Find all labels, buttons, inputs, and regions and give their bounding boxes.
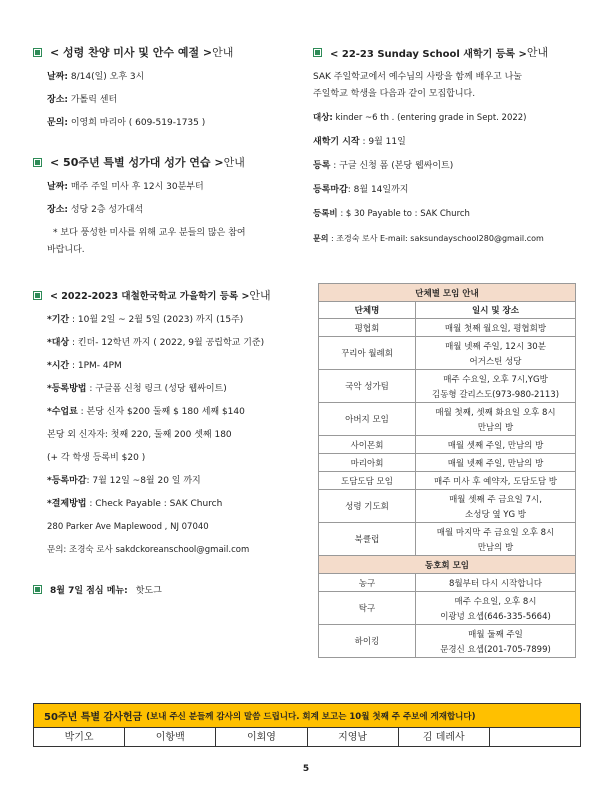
- school-contact: 문의: 조경숙 로사 sakdckoreanschool@gmail.com: [47, 545, 250, 555]
- school-method: *등록방법 : 구글폼 신청 링크 (성당 웹싸이트): [47, 384, 227, 394]
- sunday-school-contact: 문의 : 조경숙 로사 E-mail: saksundayschool280@gmail.com: [313, 234, 544, 243]
- group-schedule-line: 만남의 방: [477, 422, 514, 433]
- group-schedule-line: 8월부터 다시 시작합니다: [449, 578, 542, 589]
- groups-table: [318, 283, 576, 658]
- left-column: [33, 44, 295, 606]
- group-schedule-line: 문경신 요셉(201-705-7899): [440, 644, 551, 655]
- bullet-square-icon: [33, 158, 42, 167]
- table-row: [319, 454, 576, 472]
- table-row: [319, 337, 576, 370]
- lunch-value: 핫도그: [135, 586, 162, 596]
- group-name: 아버지 모임: [319, 403, 416, 436]
- school-fee: *수업료 : 본당 신자 $200 둘째 $ 180 세째 $140: [47, 407, 245, 417]
- clubs-title: 동호회 모임: [319, 556, 576, 574]
- table-row: [319, 490, 576, 523]
- choir-note: * 보다 풍성한 미사를 위해 교우 분들의 많은 참여: [53, 228, 246, 238]
- bullet-square-icon: [33, 585, 42, 594]
- thanks-subtitle: (보내 주신 분들께 감사의 말씀 드립니다. 회계 보고는 10월 첫째 주 주보에 게재합니다): [146, 711, 476, 722]
- school-period: *기간 : 10월 2일 ~ 2월 5일 (2023) 까지 (15주): [47, 315, 244, 325]
- table-row: [319, 472, 576, 490]
- group-name: 도담도담 모임: [319, 472, 416, 490]
- sunday-school-intro-cont: 주일학교 학생을 다음과 같이 모집합니다.: [313, 89, 476, 99]
- group-schedule: [416, 370, 576, 403]
- group-schedule-line: 매주 미사 후 예약자, 도담도담 방: [434, 476, 557, 487]
- group-schedule: [416, 592, 576, 625]
- donor-name: 이항백: [125, 728, 216, 747]
- sunday-school-title: < 22-23 Sunday School 새학기 등록 >: [330, 48, 527, 60]
- thanks-box: [33, 703, 581, 747]
- bullet-square-icon: [33, 291, 42, 300]
- group-name: 꾸리아 월례회: [319, 337, 416, 370]
- group-schedule: [416, 436, 576, 454]
- clubs-title-row: [319, 556, 576, 574]
- group-name: 국악 성가팀: [319, 370, 416, 403]
- group-schedule-line: 매월 첫째, 셋째 화요일 오후 8시: [435, 407, 556, 418]
- table-row: [319, 370, 576, 403]
- group-schedule-line: 만남의 방: [477, 542, 514, 553]
- group-name: 북클럽: [319, 523, 416, 556]
- donor-name: 김 데레사: [399, 728, 490, 747]
- choir-note-cont: 바랍니다.: [47, 245, 85, 255]
- section-mass-heading: [33, 44, 295, 60]
- group-schedule: [416, 454, 576, 472]
- section-lunch-heading: [33, 583, 295, 596]
- school-fee-note: (+ 각 학생 등록비 $20 ): [47, 453, 146, 463]
- sunday-school-start: 새학기 시작 : 9월 11일: [313, 137, 406, 147]
- section-mass-title: < 성령 찬양 미사 및 안수 예절 >: [50, 46, 213, 59]
- group-schedule-line: 매월 넷째 주일, 만남의 방: [447, 458, 544, 469]
- donor-name: 지영남: [308, 728, 399, 747]
- mass-contact: 문의: 이영희 마리아 ( 609-519-1735 ): [47, 118, 206, 128]
- groups-col-info: 일시 및 장소: [416, 302, 576, 319]
- school-time: *시간 : 1PM- 4PM: [47, 361, 122, 371]
- table-row: [319, 592, 576, 625]
- section-choir-title: < 50주년 특별 성가대 성가 연습 >: [50, 156, 224, 169]
- choir-date: 날짜: 매주 주일 미사 후 12시 30분부터: [47, 182, 204, 192]
- groups-col-name: 단체명: [319, 302, 416, 319]
- section-school-heading: [33, 287, 295, 303]
- section-sunday-school-heading: [313, 44, 575, 60]
- table-row: [319, 523, 576, 556]
- donor-empty-cell: [490, 728, 580, 747]
- group-schedule: [416, 472, 576, 490]
- group-schedule: [416, 337, 576, 370]
- donor-name: 박기오: [34, 728, 125, 747]
- page-number: 5: [302, 764, 310, 774]
- bullet-square-icon: [313, 48, 322, 57]
- thanks-title: 50주년 특별 감사헌금: [44, 712, 143, 723]
- group-schedule: [416, 523, 576, 556]
- school-fee-other: 본당 외 신자자: 첫째 220, 둘째 200 셋째 180: [47, 430, 232, 440]
- group-schedule-line: 김동형 갈리스도(973-980-2113): [431, 389, 560, 400]
- bullet-square-icon: [33, 48, 42, 57]
- group-schedule: [416, 490, 576, 523]
- table-row: [319, 319, 576, 337]
- group-schedule-line: 매월 첫째 월요일, 평협회방: [444, 323, 547, 334]
- section-mass-title-suffix: 안내: [212, 46, 234, 59]
- section-school-title-suffix: 안내: [249, 289, 271, 302]
- donor-name: 이회영: [216, 728, 307, 747]
- group-name: 하이킹: [319, 625, 416, 658]
- group-schedule-line: 매주 수요일, 오후 8시: [454, 596, 537, 607]
- mass-date: 날짜: 8/14(일) 오후 3시: [47, 72, 145, 82]
- group-schedule-line: 매주 수요일, 오후 7시,YG방: [443, 374, 548, 385]
- sunday-school-intro: SAK 주일학교에서 예수님의 사랑을 함께 배우고 나눌: [313, 72, 522, 82]
- sunday-school-target: 대상: kinder ~6 th . (entering grade in Sept. 2022): [313, 113, 527, 123]
- group-name: 평협회: [319, 319, 416, 337]
- section-choir-heading: [33, 154, 295, 170]
- group-schedule-line: 매월 셋째 주일, 만남의 방: [447, 440, 544, 451]
- sunday-school-deadline: 등록마감: 8월 14일까지: [313, 185, 409, 195]
- group-schedule: [416, 625, 576, 658]
- group-schedule: [416, 319, 576, 337]
- group-schedule-line: 이광녕 요셉(646-335-5664): [440, 611, 551, 622]
- group-name: 성령 기도회: [319, 490, 416, 523]
- group-schedule: [416, 574, 576, 592]
- thanks-title-bar: [34, 704, 580, 728]
- donor-list: [34, 728, 580, 747]
- group-schedule: [416, 403, 576, 436]
- choir-place: 장소: 성당 2층 성가대석: [47, 205, 144, 215]
- group-schedule-line: 매월 넷째 주일, 12시 30분: [445, 341, 546, 352]
- mass-place: 장소: 가톨릭 센터: [47, 95, 118, 105]
- group-schedule-line: 어거스틴 성당: [469, 356, 522, 367]
- groups-table-title-row: [319, 284, 576, 302]
- lunch-title: 8월 7일 점심 메뉴:: [50, 586, 128, 596]
- group-name: 사이몬회: [319, 436, 416, 454]
- groups-table-title: 단체별 모임 안내: [319, 284, 576, 302]
- table-row: [319, 436, 576, 454]
- group-schedule-line: 매월 셋째 주 금요일 7시,: [449, 494, 542, 505]
- table-row: [319, 625, 576, 658]
- table-row: [319, 403, 576, 436]
- sunday-school-register: 등록 : 구글 신청 폼 (본당 웹싸이트): [313, 161, 454, 171]
- section-school-title: < 2022-2023 대철한국학교 가을학기 등록 >: [50, 291, 250, 302]
- school-payment: *결제방법 : Check Payable : SAK Church: [47, 499, 223, 509]
- right-column: [313, 44, 575, 255]
- school-address: 280 Parker Ave Maplewood , NJ 07040: [47, 522, 209, 532]
- group-schedule-line: 소성당 옆 YG 방: [465, 509, 526, 520]
- section-choir-title-suffix: 안내: [223, 156, 245, 169]
- group-schedule-line: 매월 마지막 주 금요일 오후 8시: [436, 527, 555, 538]
- group-name: 마리아회: [319, 454, 416, 472]
- table-row: [319, 574, 576, 592]
- school-target: *대상 : 킨더- 12학년 까지 ( 2022, 9월 공립학교 기준): [47, 338, 265, 348]
- sunday-school-title-suffix: 안내: [526, 46, 549, 59]
- groups-table-header-row: [319, 302, 576, 319]
- group-schedule-line: 매월 둘째 주일: [468, 629, 523, 640]
- sunday-school-fee: 등록비 : $ 30 Payable to : SAK Church: [313, 209, 470, 219]
- group-name: 농구: [319, 574, 416, 592]
- school-deadline: *등록마감: 7월 12일 ~8월 20 일 까지: [47, 476, 201, 486]
- group-name: 탁구: [319, 592, 416, 625]
